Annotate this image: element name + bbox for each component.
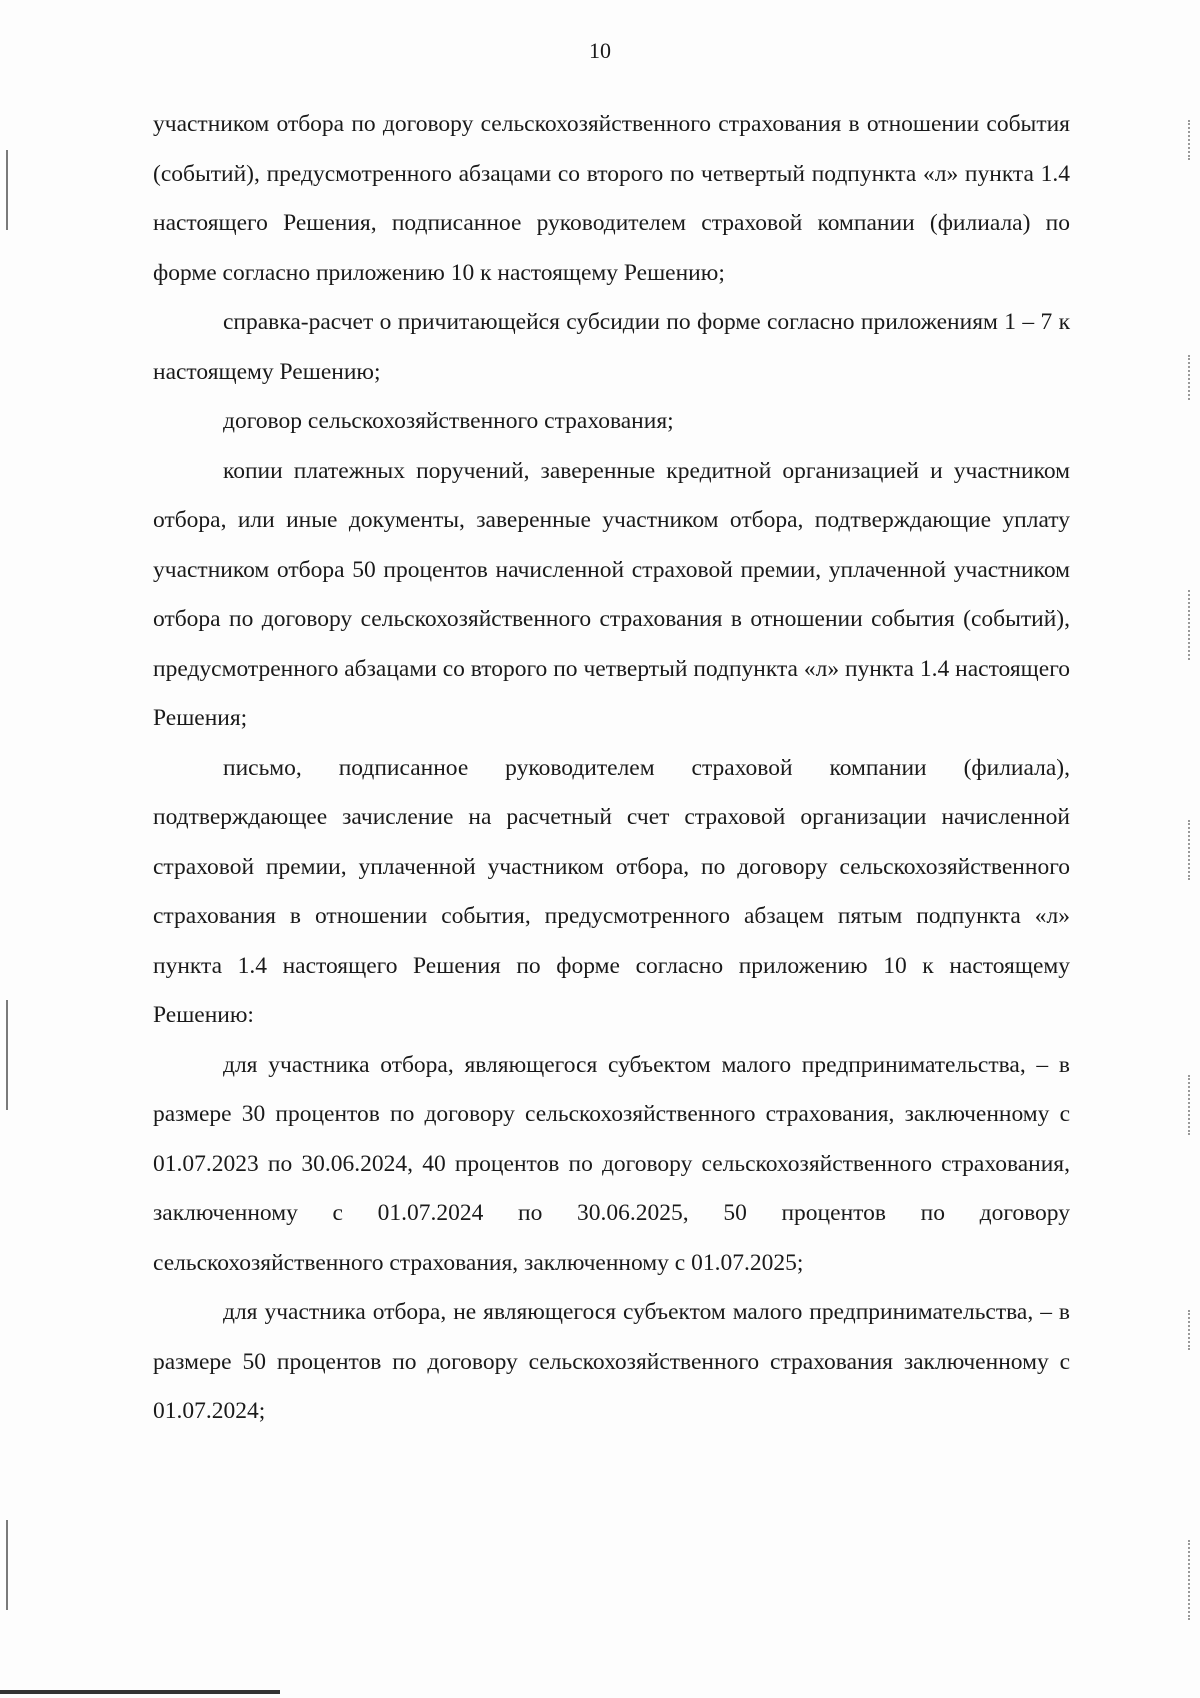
scan-dots-right-5: [1188, 1075, 1192, 1135]
document-body: [153, 100, 1070, 1437]
scan-dots-right-1: [1188, 120, 1192, 160]
scan-dots-right-7: [1188, 1540, 1192, 1620]
scan-mark-left-mid: [6, 1000, 8, 1110]
paragraph: копии платежных поручений, заверенные кредитной организацией и участником отбора, или иные документы, заверенные участником отбора, подтверждающие уплату участником отбора 50 процентов начисленной страховой премии, уплаченной участником отбора по договору сельскохозяйственного страхования в отношении события (событий), предусмотренного абзацами со второго по четвертый подпункта «л» пункта 1.4 настоящего Решения;: [153, 457, 1070, 731]
paragraph: письмо, подписанное руководителем страховой компании (филиала), подтверждающее зачисление на расчетный счет страховой организации начисленной страховой премии, уплаченной участником отбора, по договору сельскохозяйственного страхования в отношении события, предусмотренного абзацем пятым подпункта «л» пункта 1.4 настоящего Решения по форме согласно приложению 10 к настоящему Решению:: [153, 754, 1070, 1028]
paragraph: для участника отбора, не являющегося субъектом малого предпринимательства, – в размере 50 процентов по договору сельскохозяйственного страхования заключенному с 01.07.2024;: [153, 1299, 1070, 1424]
paragraph: договор сельскохозяйственного страхования;: [223, 408, 674, 434]
scan-dots-right-6: [1188, 1310, 1192, 1350]
scan-dots-right-3: [1188, 590, 1192, 660]
scan-dots-right-2: [1188, 355, 1192, 400]
scan-mark-left-top: [6, 150, 8, 230]
paragraph: справка-расчет о причитающейся субсидии по форме согласно приложениям 1 – 7 к настоящему Решению;: [153, 309, 1070, 385]
paragraph: для участника отбора, являющегося субъектом малого предпринимательства, – в размере 30 процентов по договору сельскохозяйственного страхования, заключенному с 01.07.2023 по 30.06.2024, 40 процентов по договору сельскохозяйственного страхования, заключенному с 01.07.2024 по 30.06.2025, 50 процентов по договору сельскохозяйственного страхования, заключенному с 01.07.2025;: [153, 1051, 1070, 1276]
scan-mark-left-bottom: [6, 1520, 8, 1610]
scan-edge-bottom: [0, 1690, 280, 1694]
paragraph: участником отбора по договору сельскохозяйственного страхования в отношении события (событий), предусмотренного абзацами со второго по четвертый подпункта «л» пункта 1.4 настоящего Решения, подписанное руководителем страховой компании (филиала) по форме согласно приложению 10 к настоящему Решению;: [153, 111, 1070, 286]
page-number: 10: [589, 38, 611, 63]
scan-dots-right-4: [1188, 820, 1192, 880]
